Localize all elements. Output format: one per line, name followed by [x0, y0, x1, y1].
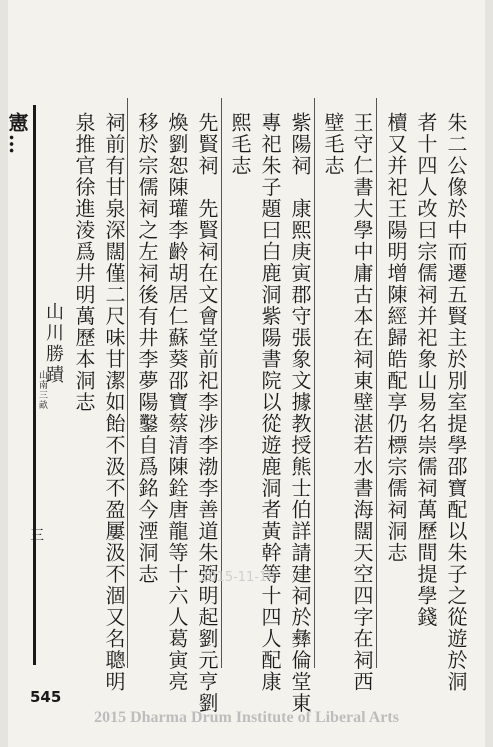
footer-watermark: 2015 Dharma Drum Institute of Liberal Arts	[94, 709, 399, 726]
text-column-10: 煥劉恕陳瓘李齡胡居仁蘇葵邵寶蔡清陳銓唐龍等十六人葛寅亮	[165, 112, 189, 693]
text-column-8: 熙毛志	[228, 112, 252, 177]
text-column-9: 先賢祠 先賢祠在文會堂前祀李涉李渤李善道朱弼明起劉元亨劉	[195, 112, 219, 714]
text-column-13: 泉推官徐進淩爲井明萬歷本洞志	[72, 112, 96, 413]
column-divider	[314, 98, 315, 668]
section-label: 山川勝蹟	[43, 302, 64, 386]
column-divider	[127, 98, 128, 668]
text-column-6: 紫陽祠 康熙庚寅郡守張象文據教授熊士伯詳請建祠於彝倫堂東	[288, 112, 312, 714]
text-column-3: 櫝又并祀王陽明增陳經歸皓配享仍標宗儒祠洞志	[384, 112, 408, 564]
watermark-date: 2015-11-16	[200, 570, 276, 585]
text-column-7: 專祀朱子題曰白鹿洞紫陽書院以從遊鹿洞者黃幹等十四人配康	[258, 112, 282, 693]
page-number: 545	[30, 688, 62, 706]
text-column-11: 移於宗儒祠之左祠後有井李夢陽鑿自爲銘今湮洞志	[135, 112, 159, 585]
text-column-12: 祠前有甘泉深闊僅二尺味甘潔如飴不汲不盈屢汲不涸又名聰明	[102, 112, 126, 693]
text-column-5: 壁毛志	[321, 112, 345, 177]
page-mark: 三	[30, 528, 44, 544]
text-column-2: 者十四人改曰宗儒祠并祀象山易名崇儒祠萬歷間提學錢	[414, 112, 438, 628]
text-column-4: 王守仁書大學中庸古本在祠東壁湛若水書海闊天空四字在祠西	[350, 112, 374, 693]
page-edge-right	[485, 0, 493, 747]
text-column-1: 朱二公像於中而遷五賢主於別室提學邵寶配以朱子之從遊於洞	[444, 112, 468, 693]
column-divider	[376, 98, 377, 668]
volume-heading: 憲…	[5, 112, 29, 156]
margin-note: 山南三畝	[37, 370, 47, 410]
